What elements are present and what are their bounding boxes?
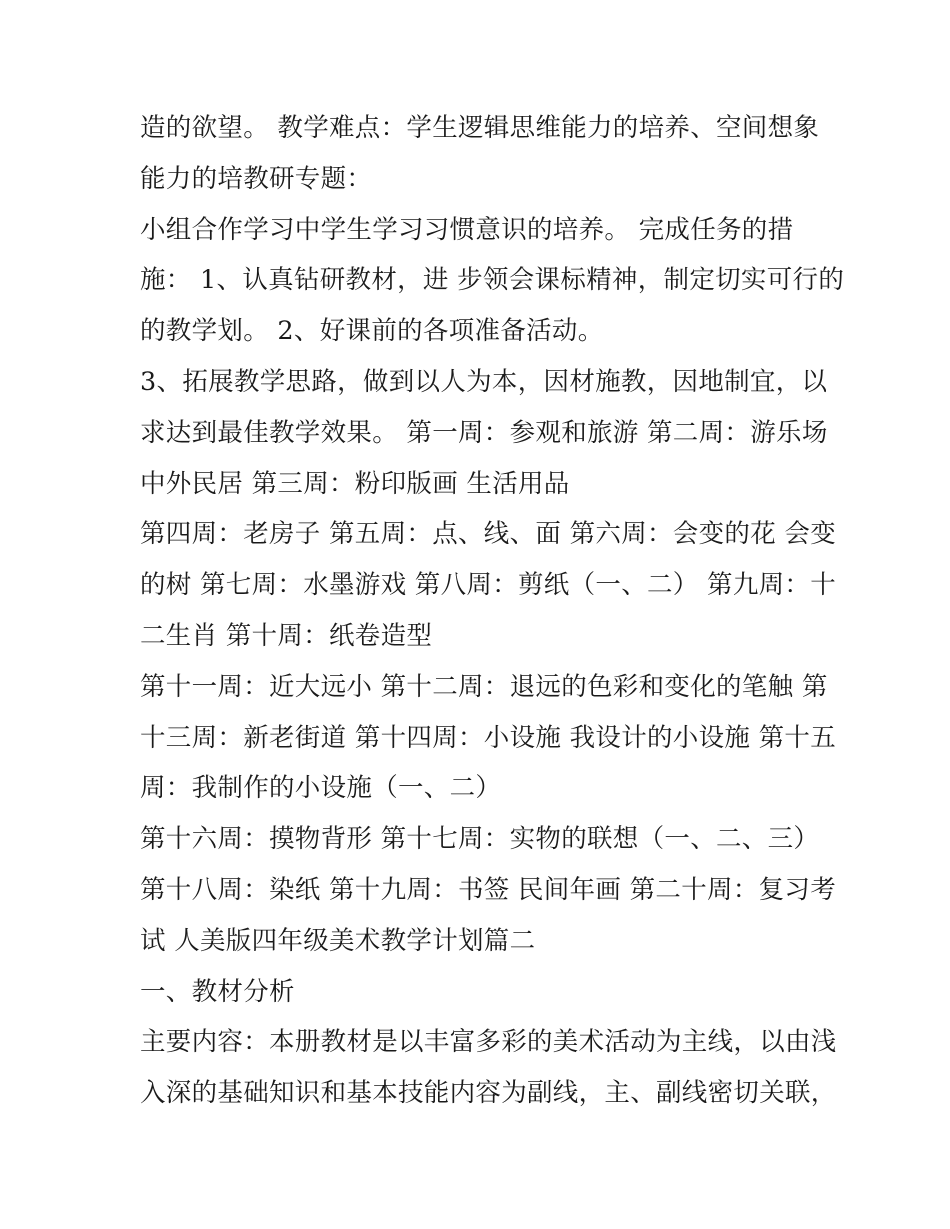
section-heading: 一、教材分析 (140, 976, 295, 1007)
text-line: 主要内容：本册教材是以丰富多彩的美术活动为主线，以由浅 (140, 1027, 837, 1058)
text-line: 的树 第七周：水墨游戏 第八周：剪纸（一、二） 第九周：十 (140, 570, 837, 601)
text-line: 二生肖 第十周：纸卷造型 (140, 620, 433, 651)
text-line: 第十六周：摸物背形 第十七周：实物的联想（一、二、三） (140, 824, 820, 855)
text-line: 中外民居 第三周：粉印版画 生活用品 (140, 468, 570, 499)
text-line: 周：我制作的小设施（一、二） (140, 773, 502, 804)
text-line: 造的欲望。 教学难点：学生逻辑思维能力的培养、空间想象 (140, 113, 820, 143)
text-line: 第十八周：染纸 第十九周：书签 民间年画 第二十周：复习考 (140, 874, 837, 905)
text-line: 入深的基础知识和基本技能内容为副线，主、副线密切关联， (140, 1078, 837, 1109)
text-line: 求达到最佳教学效果。 第一周：参观和旅游 第二周：游乐场 (140, 417, 828, 448)
text-line: 的教学划。 2、好课前的各项准备活动。 (140, 316, 604, 347)
text-line: 试 人美版四年级美术教学计划篇二 (140, 925, 536, 956)
text-line: 第十一周：近大远小 第十二周：退远的色彩和变化的笔触 第 (140, 671, 828, 702)
text-line: 十三周：新老街道 第十四周：小设施 我设计的小设施 第十五 (140, 722, 837, 753)
document-page (140, 103, 845, 1119)
text-line: 施： 1、认真钻研教材，进 步领会课标精神，制定切实可行的 (140, 265, 845, 296)
text-line: 能力的培教研专题： (140, 163, 373, 194)
text-line: 第四周：老房子 第五周：点、线、面 第六周：会变的花 会变 (140, 519, 837, 550)
text-line: 3、拓展教学思路，做到以人为本，因材施教，因地制宜，以 (140, 366, 828, 397)
text-line: 小组合作学习中学生学习习惯意识的培养。 完成任务的措 (140, 214, 794, 245)
